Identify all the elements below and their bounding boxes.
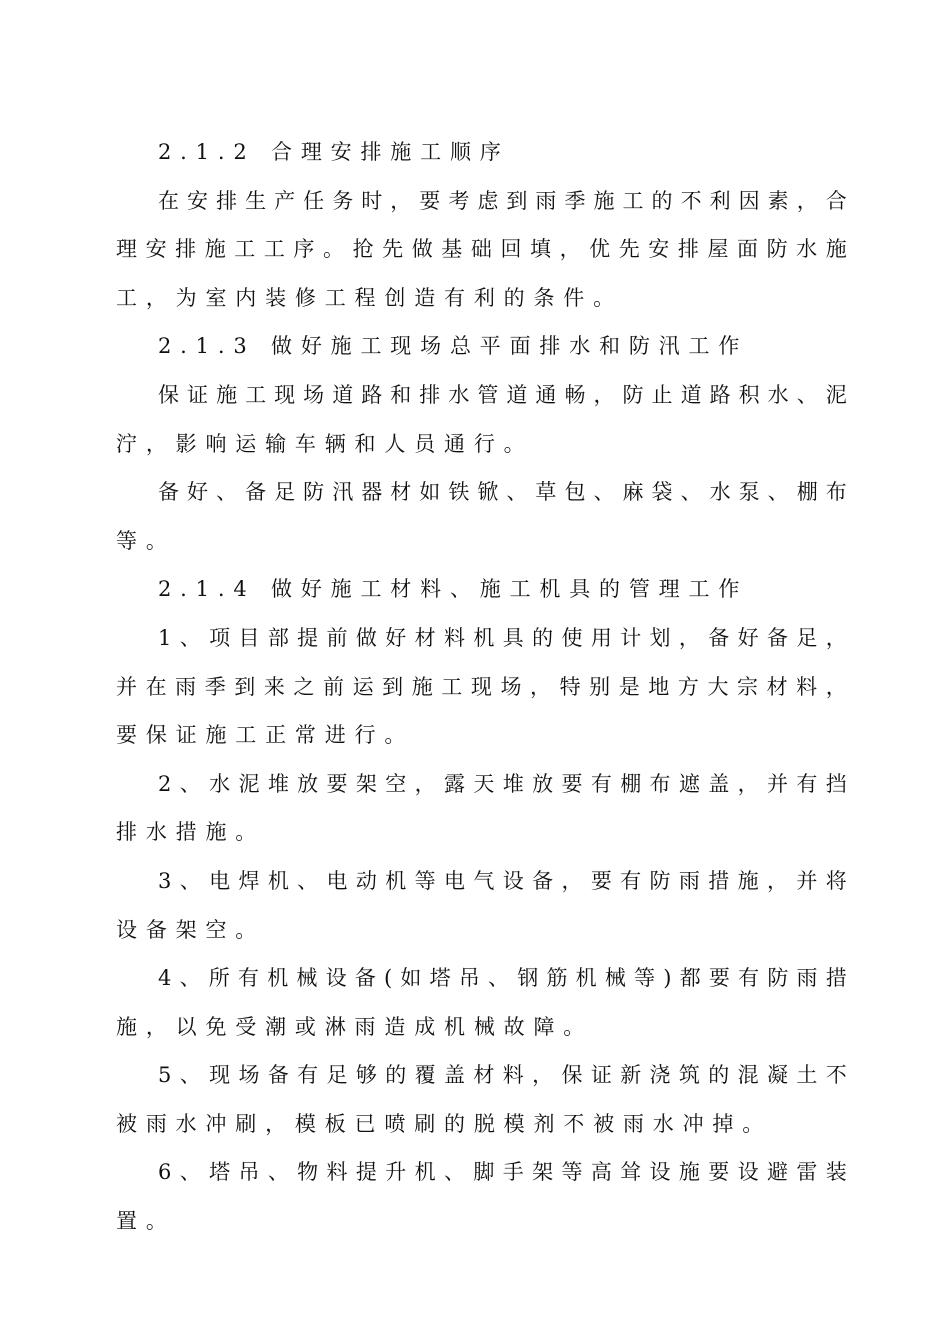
list-item-6: 6、塔吊、物料提升机、脚手架等高耸设施要设避雷装 — [158, 1160, 852, 1185]
paragraph-line: 在安排生产任务时，要考虑到雨季施工的不利因素，合 — [158, 188, 852, 213]
heading-2-1-2: 2.1.2 合理安排施工顺序 — [158, 140, 510, 164]
list-item-5: 5、现场备有足够的覆盖材料，保证新浇筑的混凝土不 — [158, 1063, 852, 1088]
paragraph-line: 工，为室内装修工程创造有利的条件。 — [116, 285, 623, 310]
paragraph-line: 泞，影响运输车辆和人员通行。 — [116, 431, 534, 456]
paragraph-line: 保证施工现场道路和排水管道通畅，防止道路积水、泥 — [158, 382, 852, 407]
list-item-4: 4、所有机械设备(如塔吊、钢筋机械等)都要有防雨措 — [158, 966, 852, 991]
list-item-5: 被雨水冲刷，模板已喷刷的脱模剂不被雨水冲掉。 — [116, 1111, 773, 1136]
heading-2-1-4: 2.1.4 做好施工材料、施工机具的管理工作 — [158, 577, 749, 602]
paragraph-line: 等。 — [116, 528, 176, 553]
paragraph-line: 理安排施工工序。抢先做基础回填，优先安排屋面防水施 — [116, 237, 852, 262]
list-item-1: 要保证施工正常进行。 — [116, 723, 415, 748]
heading-2-1-3: 2.1.3 做好施工现场总平面排水和防汛工作 — [158, 334, 749, 359]
list-item-1: 1、项目部提前做好材料机具的使用计划，备好备足， — [158, 625, 852, 650]
list-item-4: 施，以免受潮或淋雨造成机械故障。 — [116, 1014, 594, 1039]
list-item-3: 设备架空。 — [116, 917, 266, 942]
list-item-2: 排水措施。 — [116, 820, 266, 845]
paragraph-line: 备好、备足防汛器材如铁锨、草包、麻袋、水泵、棚布 — [158, 480, 852, 505]
document-page — [116, 128, 852, 1246]
list-item-3: 3、电焊机、电动机等电气设备，要有防雨措施，并将 — [158, 868, 852, 893]
list-item-6: 置。 — [116, 1209, 176, 1234]
list-item-1: 并在雨季到来之前运到施工现场，特别是地方大宗材料， — [116, 674, 852, 699]
list-item-2: 2、水泥堆放要架空，露天堆放要有棚布遮盖，并有挡 — [158, 771, 852, 796]
